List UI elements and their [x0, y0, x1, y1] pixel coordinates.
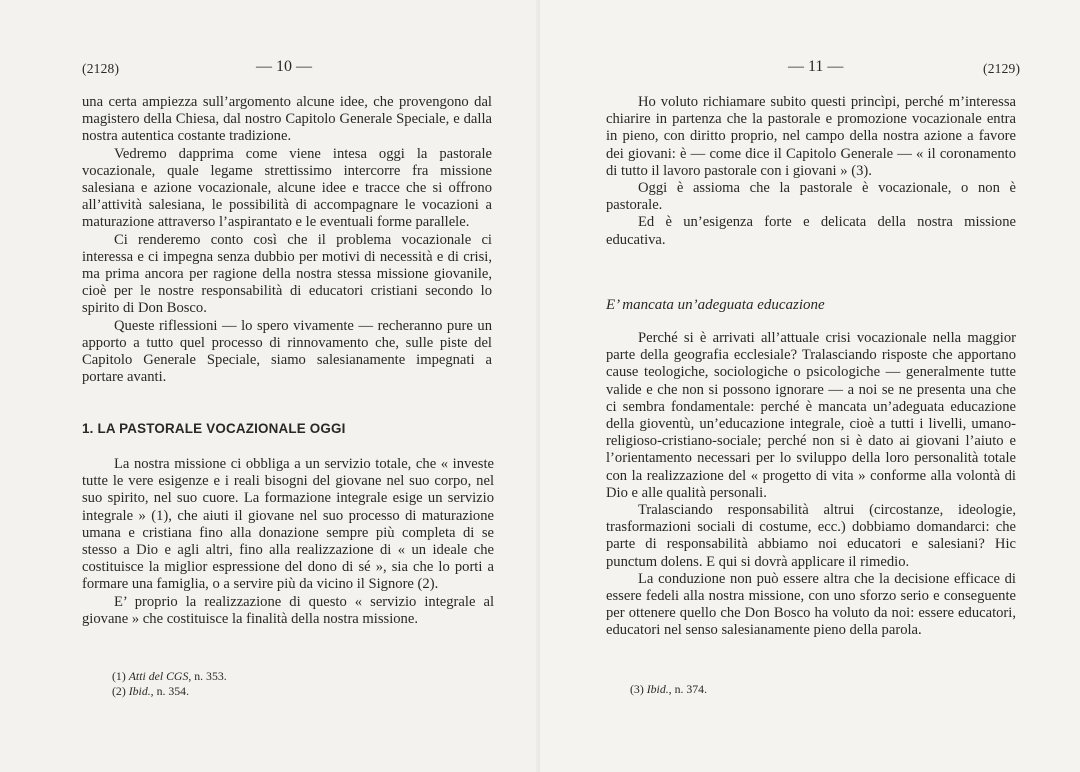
footnote: (3) Ibid., n. 374. [630, 682, 708, 696]
paragraph: Ci renderemo conto così che il problema vocazionale ci interessa e ci impegna senza dubbio per motivi di necessità e di crisi, ma prima ancora per ragione della nostra stessa missione giovanile, cioè per le nostre responsabilità di educatori cristiani secondo lo spirito di Don Bosco. [82, 231, 492, 317]
paragraph: Ho voluto richiamare subito questi princìpi, perché m’interessa chiarire in partenza che la pastorale e promozione vocazionale entra in pieno, con diritto proprio, nel campo della nostra azione a favore dei giovani: è — come dice il Capitolo Generale — « il coronamento di tutto il lavoro pastorale con i giovani » (3). [606, 94, 1016, 179]
left-footnotes [112, 669, 227, 699]
right-marginal-number: (2129) [983, 61, 1021, 76]
right-footnotes [630, 682, 707, 697]
left-page-number: — 10 — [256, 58, 312, 75]
paragraph: Queste riflessioni — lo spero vivamente — recheranno pure un apporto a tutto quel processo di rinnovamento che, sulle piste del Capitolo Generale Speciale, siamo salesianamente impegnati a portare avanti. [82, 317, 492, 386]
paragraph: Tralasciando responsabilità altrui (circostanze, ideologie, trasformazioni sociali di costume, ecc.) dobbiamo domandarci: che parte di responsabilità abbiamo noi educatori e salesiani? Hic punctum dolens. E qui si dovrà applicare il rimedio. [606, 502, 1016, 570]
right-section-text [606, 330, 1016, 640]
right-body-text [606, 94, 1016, 249]
paragraph: Perché si è arrivati all’attuale crisi vocazionale nella maggior parte della geografia ecclesiale? Tralasciando risposte che apportano cause teologiche, sociologiche o psicologiche — generalmente tutte valide e che non si possono ignorare — a noi se ne presenta una che ci sembra fondamentale: perché è mancata un’adeguata educazione della gioventù, un’educazione integrale, cioè a tutti i livelli, umano-religioso-cristiano-sociale; perché non si è dato ai giovani l’aiuto e l’orientamento necessari per lo sviluppo della loro personalità totale con la realizzazione del « progetto di vita » conforme alla volontà di Dio e alle qualità personali. [606, 330, 1016, 501]
right-page-number: — 11 — [788, 58, 844, 75]
paragraph: una certa ampiezza sull’argomento alcune idee, che provengono dal magistero della Chiesa, dal nostro Capitolo Generale Speciale, e dalla nostra autentica costante tradizione. [82, 94, 492, 145]
paragraph: E’ proprio la realizzazione di questo « servizio integrale al giovane » che costituisce la finalità della nostra missione. [82, 593, 494, 627]
section-heading: E’ mancata un’adeguata educazione [606, 297, 825, 313]
paragraph: La conduzione non può essere altra che la decisione efficace di essere fedeli alla nostra missione, con uno sforzo serio e conseguente per ottenere quello che Don Bosco ha voluto da noi: essere educatori, educatori nel senso salesianamente pieno della parola. [606, 570, 1016, 639]
left-section-text [82, 456, 494, 628]
paragraph: Ed è un’esigenza forte e delicata della nostra missione educativa. [606, 214, 1016, 248]
paragraph: La nostra missione ci obbliga a un servizio totale, che « investe tutte le vere esigenze e i reali bisogni del giovane nel suo corpo, nel suo spirito, nel suo cuore. La formazione integrale esige un servizio integrale » (1), che aiuti il giovane nel suo processo di maturazione umana e cristiana fino alla donazione sempre più completa di se stesso a Dio e agli altri, fino alla realizzazione di « un ideale che costituisce la miglior espressione del dono di sé », sia che lo porti a formare una famiglia, o a servire più da vicino il Signore (2). [82, 456, 494, 593]
paragraph: Oggi è assioma che la pastorale è vocazionale, o non è pastorale. [606, 180, 1016, 214]
paragraph: Vedremo dapprima come viene intesa oggi la pastorale vocazionale, quale legame strettissimo intercorre fra missione salesiana e azione vocazionale, alcune idee e tracce che si offrono all’attività salesiana, le possibilità di accompagnare le vocazioni a maturazione attraverso l’aspirantato e le eventuali forme parallele. [82, 145, 492, 231]
footnote: (1) Atti del CGS, n. 353. [112, 669, 227, 683]
left-body-text [82, 94, 492, 386]
left-marginal-number: (2128) [82, 61, 120, 76]
right-page [540, 0, 1080, 772]
section-heading: 1. LA PASTORALE VOCAZIONALE OGGI [82, 421, 346, 436]
footnote: (2) Ibid., n. 354. [112, 684, 190, 698]
